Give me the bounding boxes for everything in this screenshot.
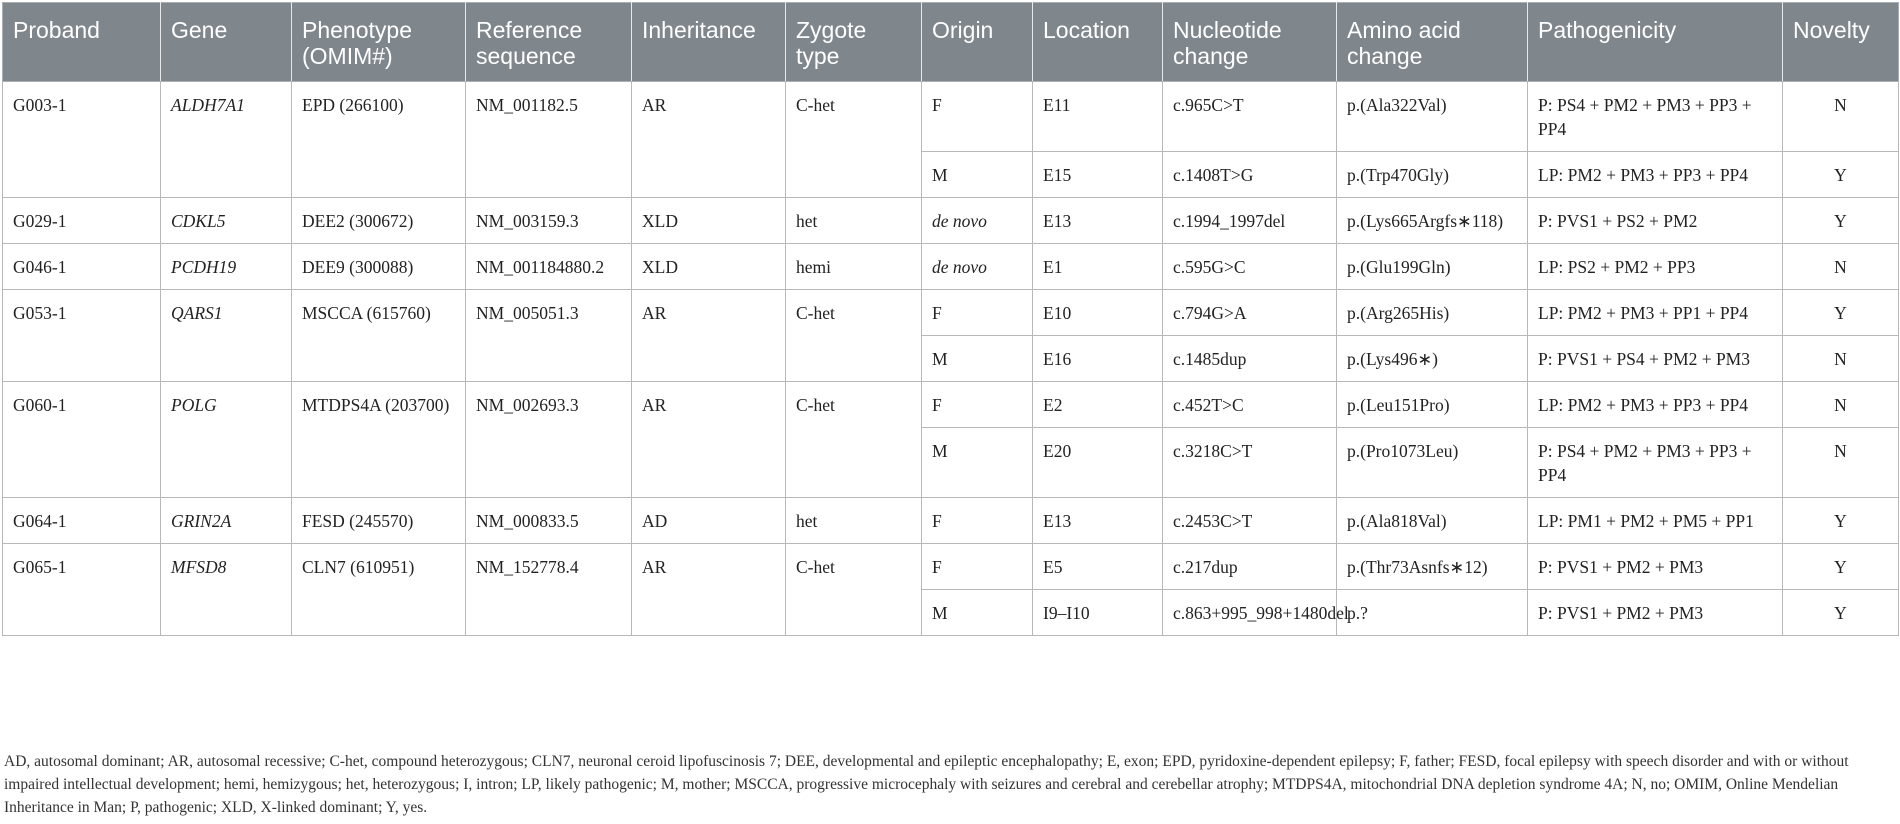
phenotype-cell: CLN7 (610951) bbox=[292, 544, 466, 636]
gene-cell: MFSD8 bbox=[161, 544, 292, 636]
pathogenicity-cell: P: PVS1 + PM2 + PM3 bbox=[1528, 544, 1783, 590]
origin-cell: M bbox=[922, 152, 1033, 198]
pathogenicity-cell: LP: PS2 + PM2 + PP3 bbox=[1528, 244, 1783, 290]
table-row bbox=[3, 544, 1899, 590]
origin-cell: M bbox=[922, 590, 1033, 636]
origin-cell: de novo bbox=[922, 198, 1033, 244]
location-cell: E2 bbox=[1033, 382, 1163, 428]
table-row bbox=[3, 290, 1899, 336]
nucleotide-change-cell: c.3218C>T bbox=[1163, 428, 1337, 498]
amino-acid-change-cell: p.(Lys496∗) bbox=[1337, 336, 1528, 382]
reference-sequence-cell: NM_000833.5 bbox=[466, 498, 632, 544]
location-cell: E13 bbox=[1033, 498, 1163, 544]
column-header: Zygote type bbox=[786, 3, 922, 82]
table-body bbox=[3, 82, 1899, 636]
origin-cell: M bbox=[922, 428, 1033, 498]
amino-acid-change-cell: p.(Lys665Argfs∗118) bbox=[1337, 198, 1528, 244]
origin-cell: F bbox=[922, 382, 1033, 428]
amino-acid-change-cell: p.(Pro1073Leu) bbox=[1337, 428, 1528, 498]
inheritance-cell: XLD bbox=[632, 198, 786, 244]
location-cell: E16 bbox=[1033, 336, 1163, 382]
nucleotide-change-cell: c.595G>C bbox=[1163, 244, 1337, 290]
phenotype-cell: MTDPS4A (203700) bbox=[292, 382, 466, 498]
location-cell: E13 bbox=[1033, 198, 1163, 244]
novelty-cell: Y bbox=[1783, 290, 1899, 336]
novelty-cell: N bbox=[1783, 336, 1899, 382]
phenotype-cell: FESD (245570) bbox=[292, 498, 466, 544]
amino-acid-change-cell: p.(Leu151Pro) bbox=[1337, 382, 1528, 428]
origin-cell: F bbox=[922, 290, 1033, 336]
column-header: Proband bbox=[3, 3, 161, 82]
zygote-type-cell: C-het bbox=[786, 544, 922, 636]
inheritance-cell: AR bbox=[632, 290, 786, 382]
novelty-cell: N bbox=[1783, 244, 1899, 290]
nucleotide-change-cell: c.863+995_998+1480del bbox=[1163, 590, 1337, 636]
novelty-cell: N bbox=[1783, 428, 1899, 498]
column-header: Pathogenicity bbox=[1528, 3, 1783, 82]
pathogenicity-cell: LP: PM2 + PM3 + PP3 + PP4 bbox=[1528, 152, 1783, 198]
column-header: Origin bbox=[922, 3, 1033, 82]
table-header-row bbox=[3, 3, 1899, 82]
amino-acid-change-cell: p.(Ala322Val) bbox=[1337, 82, 1528, 152]
pathogenicity-cell: LP: PM2 + PM3 + PP3 + PP4 bbox=[1528, 382, 1783, 428]
zygote-type-cell: hemi bbox=[786, 244, 922, 290]
location-cell: E1 bbox=[1033, 244, 1163, 290]
pathogenicity-cell: LP: PM1 + PM2 + PM5 + PP1 bbox=[1528, 498, 1783, 544]
pathogenicity-cell: P: PVS1 + PM2 + PM3 bbox=[1528, 590, 1783, 636]
location-cell: I9–I10 bbox=[1033, 590, 1163, 636]
column-header: Inheritance bbox=[632, 3, 786, 82]
novelty-cell: Y bbox=[1783, 590, 1899, 636]
pathogenicity-cell: P: PVS1 + PS2 + PM2 bbox=[1528, 198, 1783, 244]
location-cell: E10 bbox=[1033, 290, 1163, 336]
pathogenicity-cell: LP: PM2 + PM3 + PP1 + PP4 bbox=[1528, 290, 1783, 336]
location-cell: E5 bbox=[1033, 544, 1163, 590]
proband-cell: G003-1 bbox=[3, 82, 161, 198]
nucleotide-change-cell: c.965C>T bbox=[1163, 82, 1337, 152]
novelty-cell: Y bbox=[1783, 544, 1899, 590]
nucleotide-change-cell: c.1994_1997del bbox=[1163, 198, 1337, 244]
column-header: Gene bbox=[161, 3, 292, 82]
amino-acid-change-cell: p.(Arg265His) bbox=[1337, 290, 1528, 336]
gene-cell: GRIN2A bbox=[161, 498, 292, 544]
nucleotide-change-cell: c.217dup bbox=[1163, 544, 1337, 590]
origin-cell: F bbox=[922, 82, 1033, 152]
phenotype-cell: DEE2 (300672) bbox=[292, 198, 466, 244]
novelty-cell: Y bbox=[1783, 498, 1899, 544]
inheritance-cell: AR bbox=[632, 382, 786, 498]
table-row bbox=[3, 244, 1899, 290]
novelty-cell: N bbox=[1783, 82, 1899, 152]
origin-cell: F bbox=[922, 544, 1033, 590]
reference-sequence-cell: NM_005051.3 bbox=[466, 290, 632, 382]
column-header: Phenotype (OMIM#) bbox=[292, 3, 466, 82]
amino-acid-change-cell: p.(Glu199Gln) bbox=[1337, 244, 1528, 290]
column-header: Location bbox=[1033, 3, 1163, 82]
reference-sequence-cell: NM_001184880.2 bbox=[466, 244, 632, 290]
inheritance-cell: AR bbox=[632, 82, 786, 198]
inheritance-cell: AR bbox=[632, 544, 786, 636]
amino-acid-change-cell: p.(Thr73Asnfs∗12) bbox=[1337, 544, 1528, 590]
proband-cell: G046-1 bbox=[3, 244, 161, 290]
novelty-cell: N bbox=[1783, 382, 1899, 428]
nucleotide-change-cell: c.794G>A bbox=[1163, 290, 1337, 336]
variants-table-container bbox=[2, 2, 1898, 636]
column-header: Reference sequence bbox=[466, 3, 632, 82]
pathogenicity-cell: P: PS4 + PM2 + PM3 + PP3 + PP4 bbox=[1528, 82, 1783, 152]
zygote-type-cell: het bbox=[786, 198, 922, 244]
location-cell: E11 bbox=[1033, 82, 1163, 152]
nucleotide-change-cell: c.1408T>G bbox=[1163, 152, 1337, 198]
reference-sequence-cell: NM_152778.4 bbox=[466, 544, 632, 636]
location-cell: E15 bbox=[1033, 152, 1163, 198]
proband-cell: G065-1 bbox=[3, 544, 161, 636]
nucleotide-change-cell: c.452T>C bbox=[1163, 382, 1337, 428]
table-row bbox=[3, 198, 1899, 244]
amino-acid-change-cell: p.(Trp470Gly) bbox=[1337, 152, 1528, 198]
location-cell: E20 bbox=[1033, 428, 1163, 498]
column-header: Novelty bbox=[1783, 3, 1899, 82]
pathogenicity-cell: P: PS4 + PM2 + PM3 + PP3 + PP4 bbox=[1528, 428, 1783, 498]
nucleotide-change-cell: c.2453C>T bbox=[1163, 498, 1337, 544]
proband-cell: G053-1 bbox=[3, 290, 161, 382]
table-row bbox=[3, 82, 1899, 152]
table-footnote: AD, autosomal dominant; AR, autosomal recessive; C-het, compound heterozygous; CLN7, neuronal ceroid lipofuscinosis 7; DEE, developmental and epileptic encephalopathy; E, exon; EPD, pyridoxine-dependent epilepsy; F, father; FESD, focal epilepsy with speech disorder and with or without impaired intellectual development; hemi, hemizygous; het, heterozygous; I, intron; LP, likely pathogenic; M, mother; MSCCA, progressive microcephaly with seizures and cerebral and cerebellar atrophy; MTDPS4A, mitochondrial DNA depletion syndrome 4A; N, no; OMIM, Online Mendelian Inheritance in Man; P, pathogenic; XLD, X-linked dominant; Y, yes. bbox=[4, 753, 1849, 816]
zygote-type-cell: C-het bbox=[786, 82, 922, 198]
proband-cell: G029-1 bbox=[3, 198, 161, 244]
amino-acid-change-cell: p.(Ala818Val) bbox=[1337, 498, 1528, 544]
origin-cell: F bbox=[922, 498, 1033, 544]
zygote-type-cell: C-het bbox=[786, 382, 922, 498]
gene-cell: PCDH19 bbox=[161, 244, 292, 290]
column-header: Amino acid change bbox=[1337, 3, 1528, 82]
phenotype-cell: MSCCA (615760) bbox=[292, 290, 466, 382]
proband-cell: G060-1 bbox=[3, 382, 161, 498]
table-row bbox=[3, 498, 1899, 544]
amino-acid-change-cell: p.? bbox=[1337, 590, 1528, 636]
nucleotide-change-cell: c.1485dup bbox=[1163, 336, 1337, 382]
gene-cell: CDKL5 bbox=[161, 198, 292, 244]
inheritance-cell: XLD bbox=[632, 244, 786, 290]
gene-cell: POLG bbox=[161, 382, 292, 498]
reference-sequence-cell: NM_002693.3 bbox=[466, 382, 632, 498]
inheritance-cell: AD bbox=[632, 498, 786, 544]
gene-cell: QARS1 bbox=[161, 290, 292, 382]
novelty-cell: Y bbox=[1783, 152, 1899, 198]
column-header: Nucleotide change bbox=[1163, 3, 1337, 82]
phenotype-cell: DEE9 (300088) bbox=[292, 244, 466, 290]
gene-cell: ALDH7A1 bbox=[161, 82, 292, 198]
reference-sequence-cell: NM_003159.3 bbox=[466, 198, 632, 244]
variants-table bbox=[2, 2, 1899, 636]
zygote-type-cell: het bbox=[786, 498, 922, 544]
zygote-type-cell: C-het bbox=[786, 290, 922, 382]
origin-cell: de novo bbox=[922, 244, 1033, 290]
novelty-cell: Y bbox=[1783, 198, 1899, 244]
table-row bbox=[3, 382, 1899, 428]
origin-cell: M bbox=[922, 336, 1033, 382]
phenotype-cell: EPD (266100) bbox=[292, 82, 466, 198]
reference-sequence-cell: NM_001182.5 bbox=[466, 82, 632, 198]
proband-cell: G064-1 bbox=[3, 498, 161, 544]
pathogenicity-cell: P: PVS1 + PS4 + PM2 + PM3 bbox=[1528, 336, 1783, 382]
